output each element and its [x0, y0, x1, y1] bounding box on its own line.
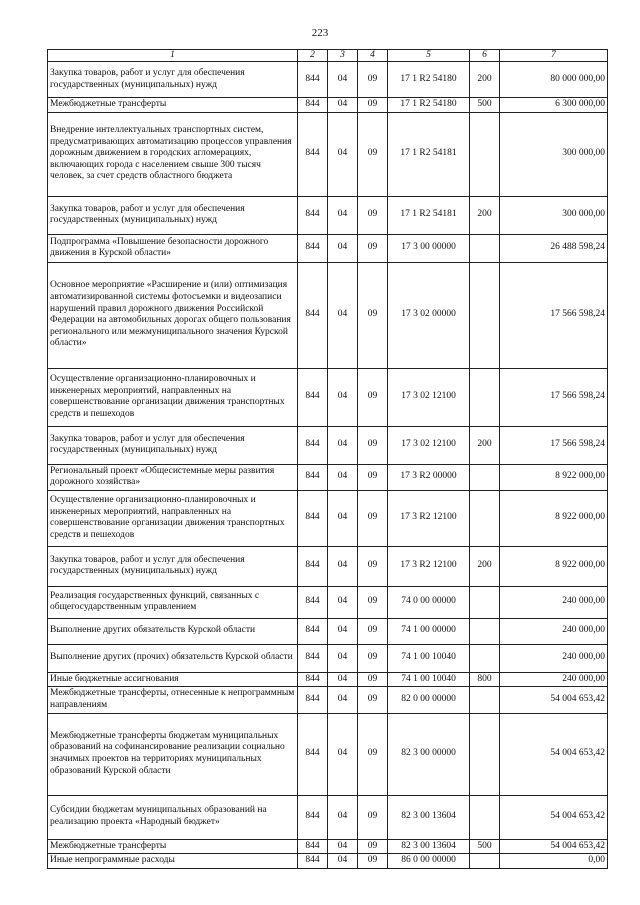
row-section: 04: [328, 464, 358, 490]
row-expense-type: 200: [470, 196, 500, 234]
table-row: [48, 490, 608, 546]
row-target-article: 74 1 00 00000: [388, 618, 470, 644]
row-target-article: 82 0 00 00000: [388, 687, 470, 713]
row-name: Межбюджетные трансферты бюджетам муниципальных образований на софинансирование реализации социально значимых проектов на территориях муниципальных образований Курской области: [48, 713, 298, 795]
row-ministry: 844: [298, 62, 328, 98]
row-target-article: 17 3 R2 12100: [388, 546, 470, 586]
row-section: 04: [328, 672, 358, 687]
row-section: 04: [328, 687, 358, 713]
page-number: 223: [311, 27, 329, 39]
row-amount: 54 004 653,42: [500, 839, 608, 854]
row-amount: 300 000,00: [500, 112, 608, 196]
row-expense-type: [470, 112, 500, 196]
row-subsection: 09: [358, 464, 388, 490]
row-section: 04: [328, 98, 358, 113]
row-subsection: 09: [358, 62, 388, 98]
row-target-article: 17 3 02 00000: [388, 262, 470, 368]
table-row: [48, 464, 608, 490]
row-amount: 54 004 653,42: [500, 687, 608, 713]
row-amount: 6 300 000,00: [500, 98, 608, 113]
row-expense-type: 500: [470, 839, 500, 854]
row-expense-type: [470, 644, 500, 672]
row-subsection: 09: [358, 490, 388, 546]
table-row: [48, 713, 608, 795]
row-ministry: 844: [298, 368, 328, 426]
table-row: [48, 672, 608, 687]
row-subsection: 09: [358, 234, 388, 262]
table-row: [48, 687, 608, 713]
row-target-article: 17 3 02 12100: [388, 368, 470, 426]
row-section: 04: [328, 196, 358, 234]
table-row: [48, 98, 608, 113]
row-name: Осуществление организационно-планировочных и инженерных мероприятий, направленных на совершенствование организации движения транспортных средств и пешеходов: [48, 368, 298, 426]
row-name: Внедрение интеллектуальных транспортных систем, предусматривающих автоматизацию процессов управления дорожным движением в городских агломерациях, включающих города с населением свыше 300 тысяч человек, за счет средств областного бюджета: [48, 112, 298, 196]
row-section: 04: [328, 795, 358, 839]
header-row: [48, 50, 608, 62]
table-row: [48, 839, 608, 854]
row-section: 04: [328, 713, 358, 795]
row-subsection: 09: [358, 839, 388, 854]
row-target-article: 86 0 00 00000: [388, 854, 470, 869]
row-ministry: 844: [298, 262, 328, 368]
row-amount: 240 000,00: [500, 672, 608, 687]
row-target-article: 17 1 R2 54181: [388, 196, 470, 234]
row-subsection: 09: [358, 368, 388, 426]
row-section: 04: [328, 368, 358, 426]
row-amount: 240 000,00: [500, 644, 608, 672]
budget-table: [47, 49, 608, 869]
table-row: [48, 854, 608, 869]
header-col-6: 6: [470, 50, 500, 62]
row-amount: 17 566 598,24: [500, 262, 608, 368]
row-section: 04: [328, 644, 358, 672]
row-amount: 17 566 598,24: [500, 426, 608, 464]
row-subsection: 09: [358, 618, 388, 644]
row-ministry: 844: [298, 426, 328, 464]
table-row: [48, 644, 608, 672]
row-subsection: 09: [358, 426, 388, 464]
table-row: [48, 62, 608, 98]
row-subsection: 09: [358, 854, 388, 869]
row-name: Закупка товаров, работ и услуг для обеспечения государственных (муниципальных) нужд: [48, 62, 298, 98]
row-expense-type: 200: [470, 62, 500, 98]
table-row: [48, 196, 608, 234]
row-ministry: 844: [298, 672, 328, 687]
row-ministry: 844: [298, 839, 328, 854]
row-expense-type: [470, 795, 500, 839]
row-ministry: 844: [298, 196, 328, 234]
header-col-3: 3: [328, 50, 358, 62]
row-expense-type: 800: [470, 672, 500, 687]
row-name: Осуществление организационно-планировочных и инженерных мероприятий, направленных на совершенствование организации движения транспортных средств и пешеходов: [48, 490, 298, 546]
row-target-article: 82 3 00 13604: [388, 795, 470, 839]
row-amount: 26 488 598,24: [500, 234, 608, 262]
header-col-5: 5: [388, 50, 470, 62]
row-ministry: 844: [298, 687, 328, 713]
row-name: Региональный проект «Общесистемные меры развития дорожного хозяйства»: [48, 464, 298, 490]
row-amount: 54 004 653,42: [500, 795, 608, 839]
row-target-article: 17 1 R2 54180: [388, 98, 470, 113]
row-ministry: 844: [298, 112, 328, 196]
row-target-article: 17 3 R2 12100: [388, 490, 470, 546]
row-section: 04: [328, 586, 358, 618]
header-col-1: 1: [48, 50, 298, 62]
row-target-article: 82 3 00 00000: [388, 713, 470, 795]
row-expense-type: [470, 262, 500, 368]
row-target-article: 17 1 R2 54181: [388, 112, 470, 196]
row-amount: 80 000 000,00: [500, 62, 608, 98]
row-expense-type: [470, 618, 500, 644]
table-row: [48, 262, 608, 368]
row-ministry: 844: [298, 713, 328, 795]
row-amount: 240 000,00: [500, 586, 608, 618]
row-subsection: 09: [358, 196, 388, 234]
row-section: 04: [328, 546, 358, 586]
row-expense-type: [470, 713, 500, 795]
table-row: [48, 546, 608, 586]
row-section: 04: [328, 262, 358, 368]
row-amount: 8 922 000,00: [500, 546, 608, 586]
row-amount: 17 566 598,24: [500, 368, 608, 426]
header-col-2: 2: [298, 50, 328, 62]
row-target-article: 74 1 00 10040: [388, 644, 470, 672]
row-subsection: 09: [358, 112, 388, 196]
row-ministry: 844: [298, 618, 328, 644]
table-row: [48, 586, 608, 618]
table-row: [48, 112, 608, 196]
table-row: [48, 368, 608, 426]
row-name: Закупка товаров, работ и услуг для обеспечения государственных (муниципальных) нужд: [48, 196, 298, 234]
row-subsection: 09: [358, 98, 388, 113]
row-name: Межбюджетные трансферты, отнесенные к непрограммным направлениям: [48, 687, 298, 713]
row-amount: 8 922 000,00: [500, 490, 608, 546]
row-section: 04: [328, 234, 358, 262]
row-expense-type: [470, 854, 500, 869]
row-ministry: 844: [298, 546, 328, 586]
row-subsection: 09: [358, 586, 388, 618]
row-amount: 240 000,00: [500, 618, 608, 644]
row-ministry: 844: [298, 98, 328, 113]
row-ministry: 844: [298, 490, 328, 546]
row-name: Субсидии бюджетам муниципальных образований на реализацию проекта «Народный бюджет»: [48, 795, 298, 839]
row-target-article: 74 0 00 00000: [388, 586, 470, 618]
row-name: Межбюджетные трансферты: [48, 98, 298, 113]
table-row: [48, 426, 608, 464]
row-target-article: 17 3 02 12100: [388, 426, 470, 464]
row-name: Закупка товаров, работ и услуг для обеспечения государственных (муниципальных) нужд: [48, 426, 298, 464]
row-ministry: 844: [298, 644, 328, 672]
row-expense-type: [470, 586, 500, 618]
row-target-article: 17 3 00 00000: [388, 234, 470, 262]
row-expense-type: [470, 464, 500, 490]
row-expense-type: [470, 490, 500, 546]
row-amount: 54 004 653,42: [500, 713, 608, 795]
row-name: Выполнение других обязательств Курской области: [48, 618, 298, 644]
row-section: 04: [328, 854, 358, 869]
table-row: [48, 795, 608, 839]
row-ministry: 844: [298, 234, 328, 262]
row-name: Иные непрограммные расходы: [48, 854, 298, 869]
row-target-article: 74 1 00 10040: [388, 672, 470, 687]
row-name: Выполнение других (прочих) обязательств Курской области: [48, 644, 298, 672]
row-subsection: 09: [358, 713, 388, 795]
table-row: [48, 618, 608, 644]
row-target-article: 82 3 00 13604: [388, 839, 470, 854]
row-subsection: 09: [358, 546, 388, 586]
row-expense-type: 500: [470, 98, 500, 113]
row-ministry: 844: [298, 464, 328, 490]
header-col-7: 7: [500, 50, 608, 62]
row-section: 04: [328, 426, 358, 464]
row-amount: 300 000,00: [500, 196, 608, 234]
row-amount: 0,00: [500, 854, 608, 869]
row-subsection: 09: [358, 672, 388, 687]
row-section: 04: [328, 112, 358, 196]
table-row: [48, 234, 608, 262]
row-name: Реализация государственных функций, связанных с общегосударственным управлением: [48, 586, 298, 618]
row-name: Иные бюджетные ассигнования: [48, 672, 298, 687]
row-expense-type: [470, 234, 500, 262]
row-name: Основное мероприятие «Расширение и (или) оптимизация автоматизированной системы фотосъемки и видеозаписи нарушений правил дорожного движения Российской Федерации на автомобильных дорогах общего пользования регионального или межмуниципального значения Курской области»: [48, 262, 298, 368]
row-name: Подпрограмма «Повышение безопасности дорожного движения в Курской области»: [48, 234, 298, 262]
row-name: Закупка товаров, работ и услуг для обеспечения государственных (муниципальных) нужд: [48, 546, 298, 586]
row-section: 04: [328, 62, 358, 98]
row-expense-type: [470, 368, 500, 426]
row-section: 04: [328, 839, 358, 854]
row-section: 04: [328, 490, 358, 546]
row-expense-type: 200: [470, 426, 500, 464]
row-target-article: 17 3 R2 00000: [388, 464, 470, 490]
row-ministry: 844: [298, 795, 328, 839]
row-subsection: 09: [358, 262, 388, 368]
row-subsection: 09: [358, 795, 388, 839]
row-ministry: 844: [298, 586, 328, 618]
header-col-4: 4: [358, 50, 388, 62]
row-expense-type: [470, 687, 500, 713]
row-section: 04: [328, 618, 358, 644]
row-name: Межбюджетные трансферты: [48, 839, 298, 854]
row-target-article: 17 1 R2 54180: [388, 62, 470, 98]
row-amount: 8 922 000,00: [500, 464, 608, 490]
row-expense-type: 200: [470, 546, 500, 586]
row-ministry: 844: [298, 854, 328, 869]
row-subsection: 09: [358, 687, 388, 713]
row-subsection: 09: [358, 644, 388, 672]
